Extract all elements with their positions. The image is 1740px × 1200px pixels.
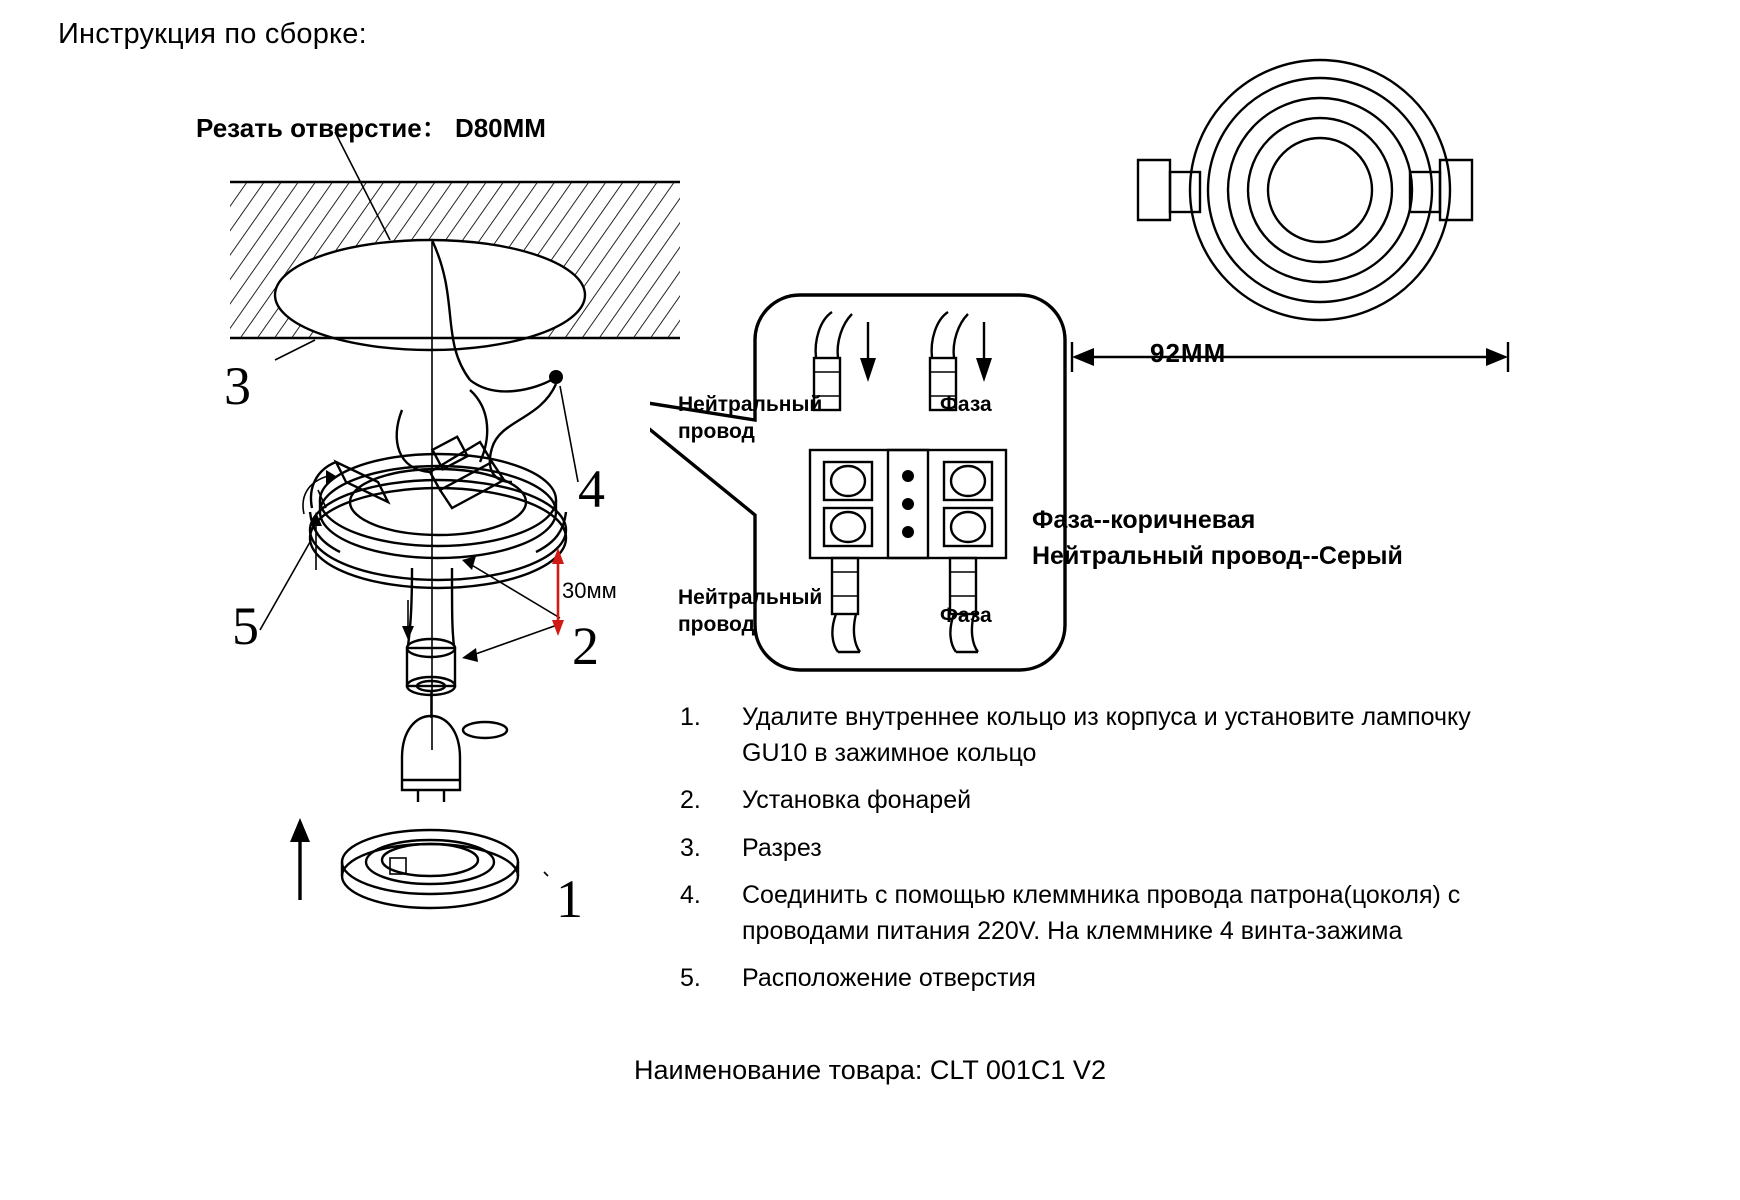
wire-color-legend bbox=[1032, 502, 1403, 575]
label-neutral-wire-top: Нейтральный провод bbox=[678, 393, 823, 443]
list-item bbox=[680, 700, 1480, 771]
cut-hole-label: Резать отверстие： D80ММ bbox=[196, 113, 546, 143]
step-number: 2. bbox=[680, 786, 701, 814]
label-phase-bottom: Фаза bbox=[940, 604, 992, 627]
callout-number-1: 1 bbox=[556, 869, 583, 929]
callout-number-5: 5 bbox=[232, 596, 259, 656]
step-number: 3. bbox=[680, 833, 701, 862]
page-title: Инструкция по сборке: bbox=[58, 18, 367, 50]
callout-number-2: 2 bbox=[572, 616, 599, 676]
steps-list bbox=[680, 700, 1480, 1009]
step-text: Разрез bbox=[742, 833, 822, 862]
step-number: 1. bbox=[680, 703, 701, 731]
label-neutral-wire-bottom: Нейтральный провод bbox=[678, 586, 823, 636]
legend-phase-line: Фаза--коричневая bbox=[1032, 506, 1256, 534]
step-text: Соединить с помощью клеммника провода патрона(цоколя) с проводами питания 220V. На клеммнике 4 винта-зажима bbox=[742, 881, 1461, 945]
product-name: Наименование товара: CLT 001C1 V2 bbox=[634, 1055, 1106, 1085]
legend-neutral-line: Нейтральный провод--Серый bbox=[1032, 542, 1403, 571]
dimension-92mm-label: 92ММ bbox=[1150, 338, 1227, 368]
callout-number-4: 4 bbox=[578, 459, 605, 519]
step-text: Расположение отверстия bbox=[742, 964, 1036, 992]
list-item bbox=[680, 831, 1480, 867]
fixture-top-view-drawing bbox=[1130, 50, 1530, 330]
step-text: Установка фонарей bbox=[742, 786, 972, 814]
callout-number-3: 3 bbox=[224, 356, 251, 416]
step-number: 5. bbox=[680, 964, 701, 992]
list-item bbox=[680, 878, 1480, 949]
step-text: Удалите внутреннее кольцо из корпуса и установите лампочку GU10 в зажимное кольцо bbox=[742, 703, 1471, 767]
dimension-30mm-label: 30мм bbox=[562, 578, 617, 603]
label-phase-top: Фаза bbox=[940, 393, 992, 416]
list-item bbox=[680, 783, 1480, 819]
step-number: 4. bbox=[680, 881, 701, 909]
list-item bbox=[680, 961, 1480, 997]
